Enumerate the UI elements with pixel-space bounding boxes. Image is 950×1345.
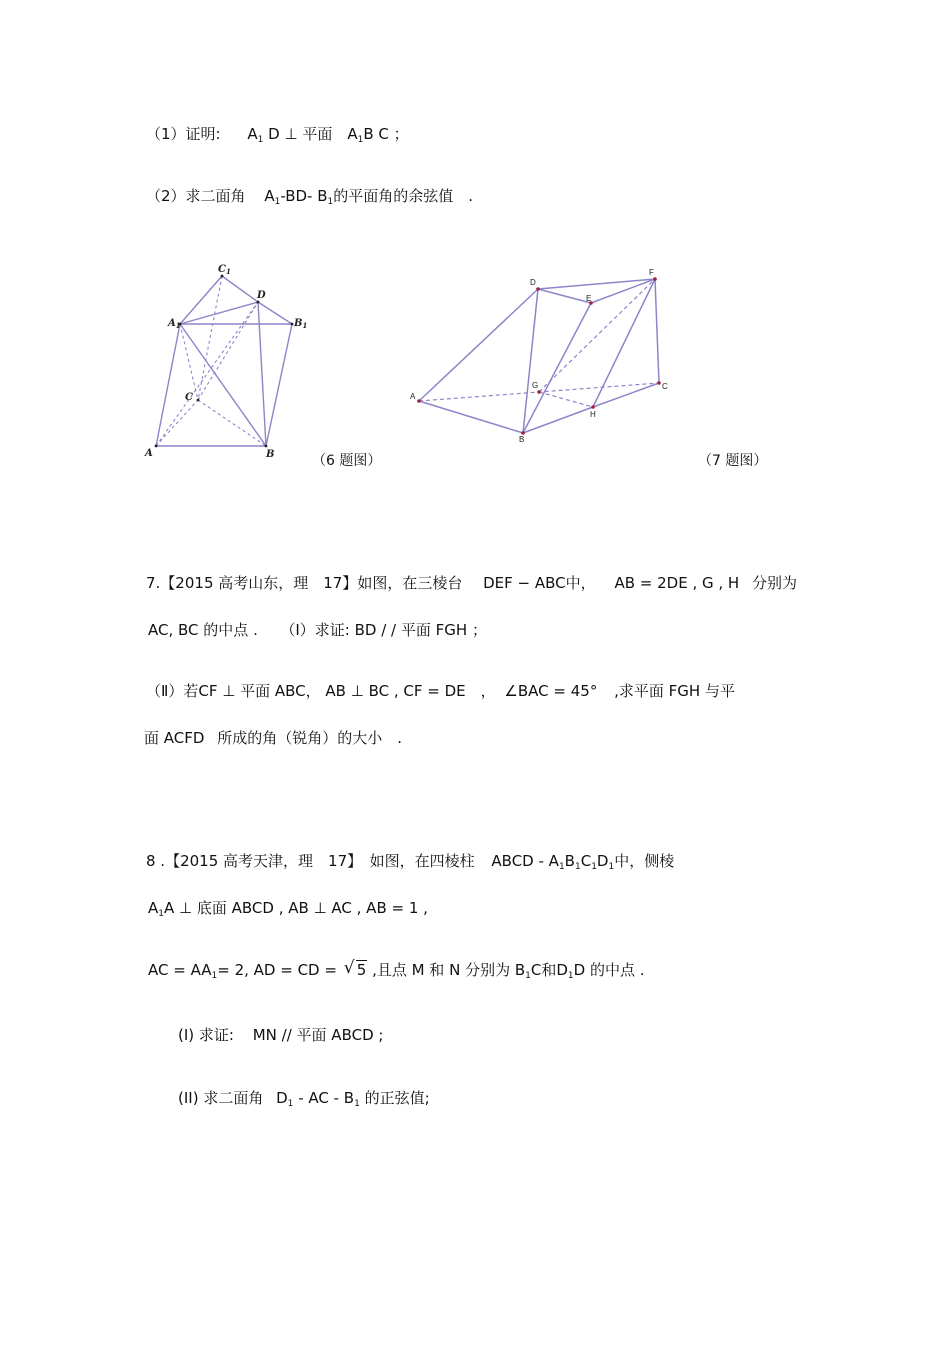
q8-part1-head: (I) 求证: [178,1026,234,1044]
q8-line4 [178,1025,383,1045]
q7-line3 [146,681,735,701]
q8-expr-prism: ABCD - $A_1B_1C_1D_1$ [491,852,615,872]
fig7-label-c: C [662,382,668,391]
q8-line1-tail: 中，侧棱 [614,852,675,870]
fig7-label-d: D [530,278,536,287]
q7-line4-tail: 所成的角（锐角）的大小 . [217,729,403,747]
q6-part1-prefix: （1）证明: [146,125,221,143]
q8-expr-mn: MN // 平面 ABCD ; [252,1026,384,1044]
q6-part1-expr: $A_1$ D ⊥ 平面 $A_1B$ C ； [247,125,409,145]
q8-line3-mid: ,且点 M 和 N 分别为 [372,961,511,979]
q8-expr-a1a: $A_1A$ ⊥ 底面 ABCD , AB ⊥ AC , AB = 1 , [148,899,428,919]
q8-part2-head: (II) 求二面角 [178,1089,264,1107]
q7-sep: ， [305,682,321,700]
q7-line2 [148,620,487,640]
q7-mid: 中， [565,574,596,592]
q8-expr-dihedral: $D_1$ - AC - $B_1$ [276,1089,360,1109]
q8-expr-b1c: $B_1C$和$D_1D$ 的中点 . [514,961,645,981]
q6-part2 [146,186,473,212]
q8-sqrt5: √ 5 [344,960,368,980]
q7-part1-text: 的中点 . （Ⅰ）求证: [203,621,350,639]
fig6-label-b: B [266,449,275,460]
fig6-label-c1: $C_1$ [218,264,231,276]
q8-line5 [178,1088,430,1114]
q7-line2-tail: ； [471,621,487,639]
fig6-label-d: D [257,290,266,301]
q7-expr-ab-bc: AB ⊥ BC , CF = DE [325,682,466,700]
fig6-label-a1: $A_1$ [168,318,181,330]
figure-6-prism [140,258,310,468]
q7-part2-head: （Ⅱ）若 [146,682,199,700]
fig7-caption: （7 题图） [698,453,768,469]
fig6-label-b1: $B_1$ [294,318,308,330]
q7-expr-cf: CF ⊥ 平面 ABC [198,682,306,700]
q7-line3-tail: ,求平面 FGH 与平 [614,682,735,700]
fig7-label-a: A [410,392,416,401]
q7-line4 [144,728,402,748]
q8-head: 8 .【2015 高考天津，理 17】 如图，在四棱柱 [146,852,475,870]
q8-line1 [146,851,674,877]
q6-part1 [146,124,409,150]
fig7-label-f: F [649,268,654,277]
fig7-label-e: E [586,294,592,303]
q7-expr-acbc: AC, BC [148,621,199,639]
q7-tail: 分别为 [751,574,797,592]
figure-7-frustum [405,265,675,445]
fig7-label-h: H [590,410,596,419]
q8-line2 [148,898,428,924]
q8-expr-ac: AC = $AA_1= 2$, AD = CD = [148,961,337,981]
q7-expr-def-abc: DEF − ABC [483,574,566,592]
fig6-caption: （6 题图） [312,453,382,469]
q8-line5-tail: 的正弦值; [364,1089,430,1107]
q7-expr-bd: BD / / 平面 FGH [354,621,468,639]
q6-part2-expr: $A_1-BD-$ $B_1$的平面角的余弦值 . [264,187,474,207]
q7-sep2: ， [465,682,496,700]
q7-head: 7.【2015 高考山东，理 17】如图，在三棱台 [146,574,463,592]
q7-expr-ab: AB = 2DE , G , H [614,574,740,592]
fig6-label-a: A [145,448,153,459]
q7-expr-angle: ∠BAC = 45° [504,682,598,700]
fig6-label-c: C [185,392,193,403]
q7-line1 [146,573,797,593]
q7-line4-head: 面 [144,729,160,747]
q6-part2-prefix: （2）求二面角 [146,187,246,205]
fig7-label-g: G [532,381,539,390]
q8-line3 [148,960,645,986]
q7-expr-acfd: ACFD [163,729,205,747]
fig7-label-b: B [519,435,525,444]
